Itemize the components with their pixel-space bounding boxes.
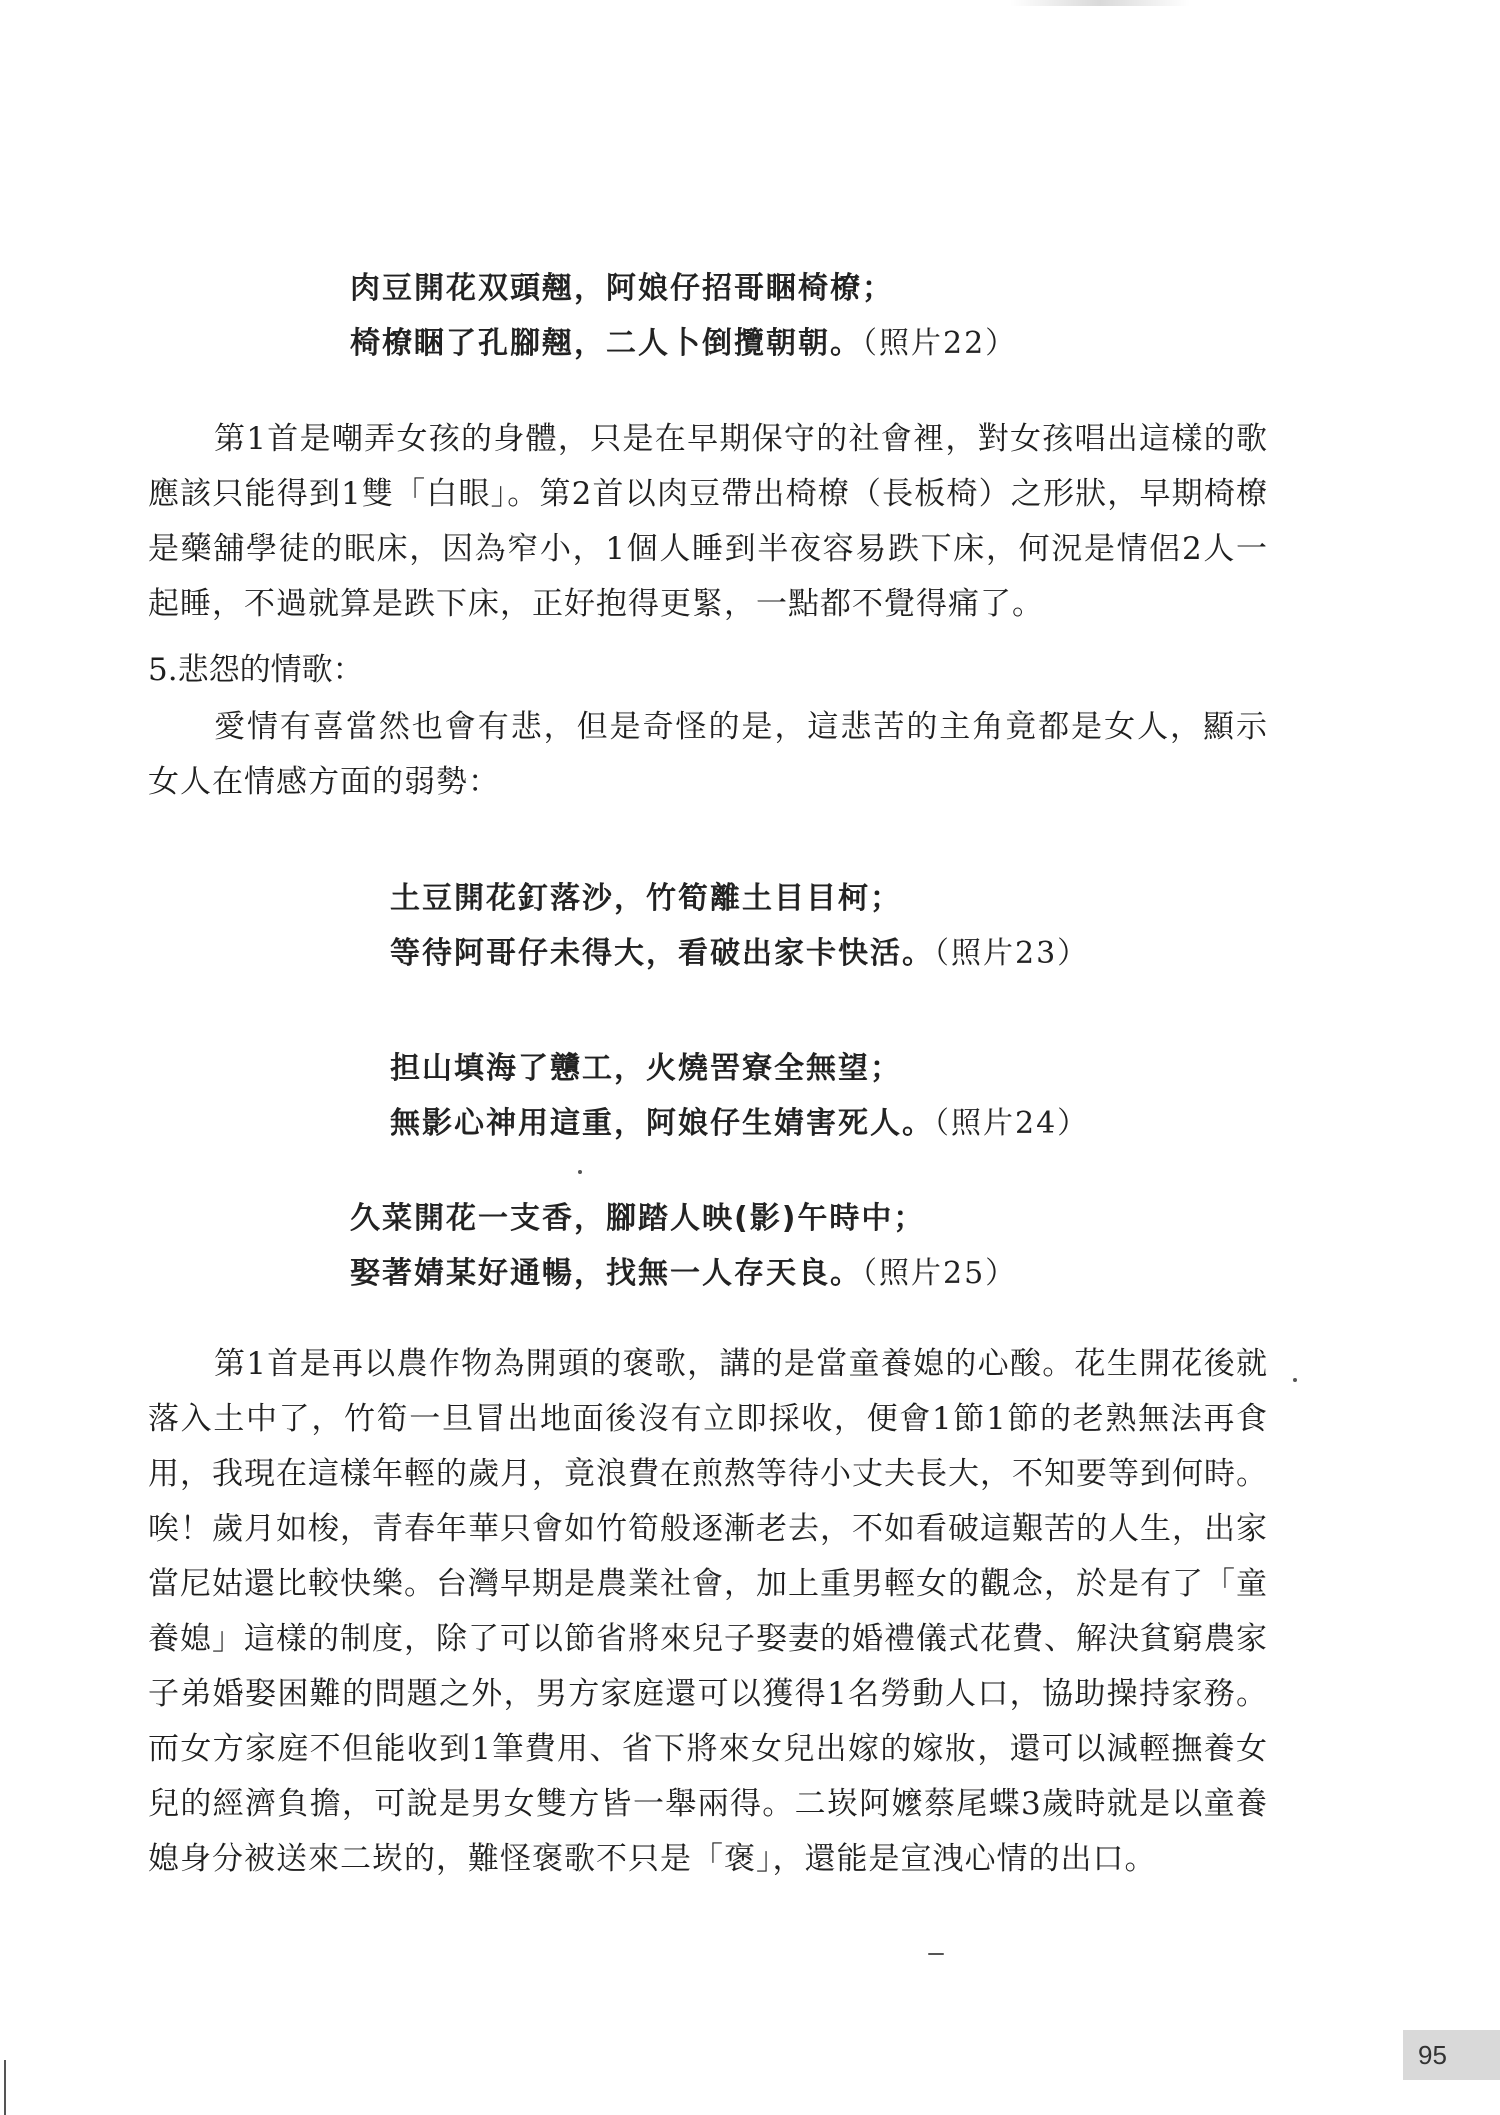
poem-3-line-1: 担山填海了戇工，火燒罟寮全無望；	[390, 1051, 902, 1086]
scan-speck	[1293, 1378, 1297, 1382]
paragraph-1: 第1首是嘲弄女孩的身體，只是在早期保守的社會裡，對女孩唱出這樣的歌應該只能得到1雙「白眼」。第2首以肉豆帶出椅橑（長板椅）之形狀，早期椅橑是藥舖學徒的眠床，因為窄小，1個人睡到半夜容易跌下床，何況是情侶2人一起睡，不過就算是跌下床，正好抱得更緊，一點都不覺得痛了。	[148, 421, 1268, 622]
poem-3-line-2: 無影心神用這重，阿娘仔生婧害死人。（照片24）	[390, 1106, 1090, 1141]
margin-line	[4, 2060, 6, 2115]
poem-2-line-2: 等待阿哥仔未得大，看破出家卡快活。（照片23）	[390, 936, 1090, 971]
poem-2-line-1: 土豆開花釘落沙，竹筍離土目目柯；	[390, 881, 902, 916]
paragraph-2: 愛情有喜當然也會有悲，但是奇怪的是，這悲苦的主角竟都是女人，顯示女人在情感方面的弱勢：	[148, 709, 1268, 800]
photo-ref: （照片23）	[934, 936, 1090, 971]
photo-ref: （照片25）	[862, 1256, 1018, 1291]
page-number: 95	[1403, 2030, 1500, 2080]
photo-ref: （照片24）	[934, 1106, 1090, 1141]
scan-speck	[928, 1953, 944, 1955]
section-heading: 5.悲怨的情歌：	[148, 652, 364, 688]
poem-4-line-1: 久菜開花一支香，腳踏人映(影)午時中；	[350, 1201, 926, 1236]
scan-smudge	[1010, 0, 1190, 6]
scan-speck	[578, 1170, 582, 1174]
photo-ref: （照片22）	[862, 326, 1018, 361]
poem-1-line-2: 椅橑睏了孔腳翹，二人卜倒攬朝朝。（照片22）	[350, 326, 1018, 361]
paragraph-3: 第1首是再以農作物為開頭的褒歌，講的是當童養媳的心酸。花生開花後就落入土中了，竹筍一旦冒出地面後沒有立即採收，便會1節1節的老熟無法再食用，我現在這樣年輕的歲月，竟浪費在煎熬等待小丈夫長大，不知要等到何時。唉！歲月如梭，青春年華只會如竹筍般逐漸老去，不如看破這艱苦的人生，出家當尼姑還比較快樂。台灣早期是農業社會，加上重男輕女的觀念，於是有了「童養媳」這樣的制度，除了可以節省將來兒子娶妻的婚禮儀式花費、解決貧窮農家子弟婚娶困難的問題之外，男方家庭還可以獲得1名勞動人口，協助操持家務。而女方家庭不但能收到1筆費用、省下將來女兒出嫁的嫁妝，還可以減輕撫養女兒的經濟負擔，可說是男女雙方皆一舉兩得。二崁阿嬤蔡尾蝶3歲時就是以童養媳身分被送來二崁的，難怪褒歌不只是「褒」，還能是宣洩心情的出口。	[148, 1346, 1268, 1877]
poem-1-line-1: 肉豆開花双頭翹，阿娘仔招哥睏椅橑；	[350, 271, 894, 306]
poem-4-line-2: 娶著婧某好通暢，找無一人存天良。（照片25）	[350, 1256, 1018, 1291]
